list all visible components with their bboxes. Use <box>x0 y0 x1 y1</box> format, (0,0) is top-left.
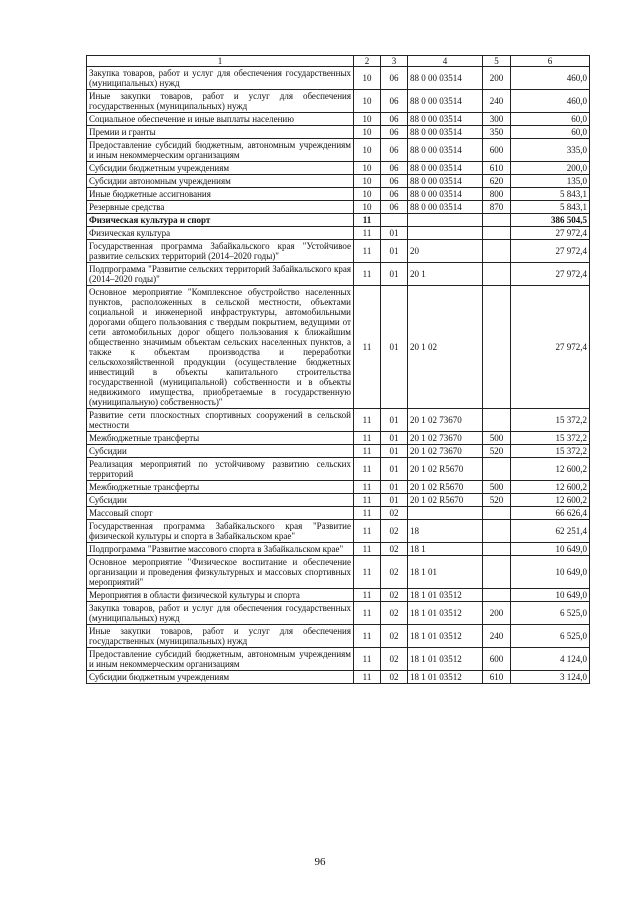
row-amount: 60,0 <box>511 113 590 126</box>
row-subsection: 01 <box>381 445 408 458</box>
table-row <box>87 286 590 409</box>
row-expense-type: 300 <box>483 113 511 126</box>
row-section: 11 <box>354 520 381 543</box>
row-expense-type: 200 <box>483 67 511 90</box>
row-name: Субсидии бюджетным учреждениям <box>87 671 354 684</box>
row-target-code: 88 0 00 03514 <box>408 175 483 188</box>
row-subsection: 06 <box>381 188 408 201</box>
row-expense-type: 350 <box>483 126 511 139</box>
table-row <box>87 543 590 556</box>
table-row <box>87 671 590 684</box>
row-section: 10 <box>354 201 381 214</box>
row-name: Субсидии <box>87 494 354 507</box>
row-name: Иные бюджетные ассигнования <box>87 188 354 201</box>
row-amount: 335,0 <box>511 139 590 162</box>
row-expense-type <box>483 409 511 432</box>
row-target-code: 88 0 00 03514 <box>408 162 483 175</box>
table-row <box>87 432 590 445</box>
row-amount: 10 649,0 <box>511 556 590 589</box>
table-row <box>87 458 590 481</box>
row-name: Премии и гранты <box>87 126 354 139</box>
row-section: 10 <box>354 126 381 139</box>
row-section: 11 <box>354 240 381 263</box>
row-section: 10 <box>354 188 381 201</box>
row-amount: 27 972,4 <box>511 286 590 409</box>
row-expense-type: 500 <box>483 432 511 445</box>
row-target-code: 18 1 01 03512 <box>408 589 483 602</box>
row-section: 10 <box>354 139 381 162</box>
row-expense-type <box>483 458 511 481</box>
row-amount: 10 649,0 <box>511 543 590 556</box>
row-section: 10 <box>354 113 381 126</box>
row-expense-type <box>483 214 511 227</box>
table-row <box>87 126 590 139</box>
row-target-code: 20 1 02 R5670 <box>408 458 483 481</box>
row-section: 11 <box>354 214 381 227</box>
row-subsection: 02 <box>381 556 408 589</box>
row-expense-type: 520 <box>483 494 511 507</box>
row-target-code: 20 1 02 <box>408 286 483 409</box>
row-amount: 12 600,2 <box>511 494 590 507</box>
row-section: 11 <box>354 263 381 286</box>
table-row <box>87 589 590 602</box>
row-expense-type <box>483 227 511 240</box>
row-subsection: 02 <box>381 648 408 671</box>
row-subsection: 02 <box>381 625 408 648</box>
table-row <box>87 201 590 214</box>
row-name: Предоставление субсидий бюджетным, автономным учреждениям и иным некоммерческим организациям <box>87 648 354 671</box>
row-expense-type: 600 <box>483 139 511 162</box>
row-name: Резервные средства <box>87 201 354 214</box>
row-amount: 4 124,0 <box>511 648 590 671</box>
row-amount: 3 124,0 <box>511 671 590 684</box>
row-target-code: 20 1 02 73670 <box>408 409 483 432</box>
row-target-code: 20 1 02 R5670 <box>408 494 483 507</box>
row-section: 10 <box>354 67 381 90</box>
row-name: Подпрограмма "Развитие сельских территорий Забайкальского края (2014–2020 годы)" <box>87 263 354 286</box>
row-subsection: 06 <box>381 139 408 162</box>
table-row <box>87 90 590 113</box>
row-expense-type: 500 <box>483 481 511 494</box>
row-subsection <box>381 214 408 227</box>
table-row <box>87 214 590 227</box>
header-row <box>87 56 590 67</box>
row-amount: 12 600,2 <box>511 481 590 494</box>
row-name: Физическая культура и спорт <box>87 214 354 227</box>
row-subsection: 01 <box>381 286 408 409</box>
row-name: Развитие сети плоскостных спортивных сооружений в сельской местности <box>87 409 354 432</box>
row-amount: 60,0 <box>511 126 590 139</box>
row-section: 11 <box>354 432 381 445</box>
row-expense-type <box>483 286 511 409</box>
row-name: Закупка товаров, работ и услуг для обеспечения государственных (муниципальных) нужд <box>87 67 354 90</box>
row-subsection: 01 <box>381 481 408 494</box>
row-section: 11 <box>354 648 381 671</box>
row-section: 11 <box>354 445 381 458</box>
row-expense-type <box>483 520 511 543</box>
table-row <box>87 67 590 90</box>
row-section: 11 <box>354 671 381 684</box>
row-name: Межбюджетные трансферты <box>87 481 354 494</box>
row-target-code <box>408 214 483 227</box>
row-name: Государственная программа Забайкальского края "Развитие физической культуры и спорта в Забайкальском крае" <box>87 520 354 543</box>
row-target-code: 20 1 <box>408 263 483 286</box>
table-row <box>87 520 590 543</box>
row-name: Субсидии <box>87 445 354 458</box>
row-expense-type: 240 <box>483 625 511 648</box>
row-section: 11 <box>354 589 381 602</box>
row-subsection: 06 <box>381 113 408 126</box>
row-amount: 5 843,1 <box>511 188 590 201</box>
row-name: Закупка товаров, работ и услуг для обеспечения государственных (муниципальных) нужд <box>87 602 354 625</box>
row-target-code: 88 0 00 03514 <box>408 139 483 162</box>
row-section: 11 <box>354 286 381 409</box>
table-row <box>87 227 590 240</box>
table-row <box>87 139 590 162</box>
row-section: 10 <box>354 175 381 188</box>
row-name: Субсидии бюджетным учреждениям <box>87 162 354 175</box>
table-row <box>87 175 590 188</box>
row-subsection: 06 <box>381 67 408 90</box>
row-section: 11 <box>354 494 381 507</box>
table-row <box>87 162 590 175</box>
row-subsection: 06 <box>381 175 408 188</box>
row-target-code: 88 0 00 03514 <box>408 201 483 214</box>
row-expense-type: 200 <box>483 602 511 625</box>
row-target-code: 18 1 01 03512 <box>408 648 483 671</box>
row-subsection: 02 <box>381 507 408 520</box>
row-section: 11 <box>354 507 381 520</box>
row-amount: 12 600,2 <box>511 458 590 481</box>
row-target-code: 88 0 00 03514 <box>408 126 483 139</box>
row-target-code <box>408 227 483 240</box>
row-amount: 135,0 <box>511 175 590 188</box>
table-header <box>87 56 590 67</box>
row-target-code: 18 1 01 03512 <box>408 602 483 625</box>
row-subsection: 06 <box>381 201 408 214</box>
header-col-target-code: 4 <box>408 56 483 67</box>
row-subsection: 02 <box>381 589 408 602</box>
row-subsection: 06 <box>381 90 408 113</box>
row-section: 11 <box>354 458 381 481</box>
row-name: Подпрограмма "Развитие массового спорта в Забайкальском крае" <box>87 543 354 556</box>
row-name: Иные закупки товаров, работ и услуг для обеспечения государственных (муниципальных) нужд <box>87 625 354 648</box>
row-amount: 460,0 <box>511 90 590 113</box>
row-section: 11 <box>354 543 381 556</box>
row-expense-type <box>483 263 511 286</box>
row-amount: 62 251,4 <box>511 520 590 543</box>
row-amount: 15 372,2 <box>511 432 590 445</box>
row-subsection: 01 <box>381 432 408 445</box>
row-section: 11 <box>354 227 381 240</box>
table-row <box>87 507 590 520</box>
table-row <box>87 556 590 589</box>
row-section: 10 <box>354 90 381 113</box>
row-target-code: 88 0 00 03514 <box>408 113 483 126</box>
row-subsection: 01 <box>381 240 408 263</box>
row-name: Межбюджетные трансферты <box>87 432 354 445</box>
header-col-section: 2 <box>354 56 381 67</box>
row-amount: 10 649,0 <box>511 589 590 602</box>
row-name: Основное мероприятие "Комплексное обустройство населенных пунктов, расположенных в сельской местности, объектами социальной и инженерной инфраструктуры, автомобильными дорогами общего пользования с твердым покрытием, ведущими от сети автомобильных дорог общего пользования к ближайшим общественно значимым объектам сельских населенных пунктов, а также к объектам производства и переработки сельскохозяйственной продукции (осуществление бюджетных инвестиций в объекты капитального строительства государственной (муниципальной) собственности и в объекты недвижимого имущества, приобретаемые в государственную (муниципальную) собственность)" <box>87 286 354 409</box>
row-target-code: 20 1 02 73670 <box>408 445 483 458</box>
table-row <box>87 263 590 286</box>
row-name: Субсидии автономным учреждениям <box>87 175 354 188</box>
table-row <box>87 445 590 458</box>
row-name: Мероприятия в области физической культуры и спорта <box>87 589 354 602</box>
row-target-code: 18 <box>408 520 483 543</box>
row-expense-type: 610 <box>483 671 511 684</box>
row-target-code: 20 1 02 R5670 <box>408 481 483 494</box>
header-col-amount: 6 <box>511 56 590 67</box>
row-target-code <box>408 507 483 520</box>
header-col-expense-type: 5 <box>483 56 511 67</box>
row-expense-type <box>483 240 511 263</box>
row-amount: 460,0 <box>511 67 590 90</box>
row-expense-type <box>483 507 511 520</box>
row-subsection: 02 <box>381 543 408 556</box>
row-section: 11 <box>354 602 381 625</box>
table-row <box>87 409 590 432</box>
row-target-code: 18 1 01 <box>408 556 483 589</box>
row-subsection: 01 <box>381 227 408 240</box>
table-row <box>87 625 590 648</box>
row-subsection: 01 <box>381 409 408 432</box>
row-amount: 200,0 <box>511 162 590 175</box>
row-expense-type: 800 <box>483 188 511 201</box>
table-row <box>87 494 590 507</box>
row-amount: 6 525,0 <box>511 625 590 648</box>
row-amount: 27 972,4 <box>511 240 590 263</box>
row-expense-type: 610 <box>483 162 511 175</box>
table-row <box>87 188 590 201</box>
row-name: Массовый спорт <box>87 507 354 520</box>
header-col-name: 1 <box>87 56 354 67</box>
row-target-code: 20 1 02 73670 <box>408 432 483 445</box>
row-target-code: 18 1 01 03512 <box>408 625 483 648</box>
row-expense-type: 240 <box>483 90 511 113</box>
row-expense-type <box>483 556 511 589</box>
table-row <box>87 113 590 126</box>
row-expense-type: 520 <box>483 445 511 458</box>
row-expense-type: 600 <box>483 648 511 671</box>
table-row <box>87 602 590 625</box>
row-amount: 15 372,2 <box>511 409 590 432</box>
row-amount: 27 972,4 <box>511 263 590 286</box>
row-section: 11 <box>354 625 381 648</box>
row-subsection: 01 <box>381 458 408 481</box>
table-body <box>87 67 590 684</box>
row-target-code: 88 0 00 03514 <box>408 67 483 90</box>
row-amount: 5 843,1 <box>511 201 590 214</box>
row-subsection: 02 <box>381 671 408 684</box>
row-target-code: 18 1 <box>408 543 483 556</box>
row-subsection: 06 <box>381 162 408 175</box>
row-name: Социальное обеспечение и иные выплаты населению <box>87 113 354 126</box>
row-name: Иные закупки товаров, работ и услуг для обеспечения государственных (муниципальных) нужд <box>87 90 354 113</box>
row-amount: 27 972,4 <box>511 227 590 240</box>
row-expense-type: 870 <box>483 201 511 214</box>
row-subsection: 02 <box>381 520 408 543</box>
table-row <box>87 481 590 494</box>
row-amount: 15 372,2 <box>511 445 590 458</box>
table-row <box>87 240 590 263</box>
row-section: 11 <box>354 481 381 494</box>
row-expense-type: 620 <box>483 175 511 188</box>
row-target-code: 20 <box>408 240 483 263</box>
row-amount: 386 504,5 <box>511 214 590 227</box>
row-amount: 6 525,0 <box>511 602 590 625</box>
budget-table <box>86 55 590 684</box>
row-section: 10 <box>354 162 381 175</box>
row-subsection: 06 <box>381 126 408 139</box>
row-name: Физическая культура <box>87 227 354 240</box>
header-col-subsection: 3 <box>381 56 408 67</box>
row-name: Предоставление субсидий бюджетным, автономным учреждениям и иным некоммерческим организациям <box>87 139 354 162</box>
row-subsection: 01 <box>381 263 408 286</box>
row-name: Основное мероприятие "Физическое воспитание и обеспечение организации и проведения физкультурных и массовых спортивных мероприятий" <box>87 556 354 589</box>
row-expense-type <box>483 543 511 556</box>
row-target-code: 18 1 01 03512 <box>408 671 483 684</box>
row-target-code: 88 0 00 03514 <box>408 188 483 201</box>
row-subsection: 01 <box>381 494 408 507</box>
page-number: 96 <box>314 856 326 868</box>
row-name: Государственная программа Забайкальского края "Устойчивое развитие сельских территорий (2014–2020 годы)" <box>87 240 354 263</box>
row-amount: 66 626,4 <box>511 507 590 520</box>
table-row <box>87 648 590 671</box>
row-expense-type <box>483 589 511 602</box>
row-section: 11 <box>354 409 381 432</box>
row-subsection: 02 <box>381 602 408 625</box>
row-section: 11 <box>354 556 381 589</box>
row-target-code: 88 0 00 03514 <box>408 90 483 113</box>
row-name: Реализация мероприятий по устойчивому развитию сельских территорий <box>87 458 354 481</box>
